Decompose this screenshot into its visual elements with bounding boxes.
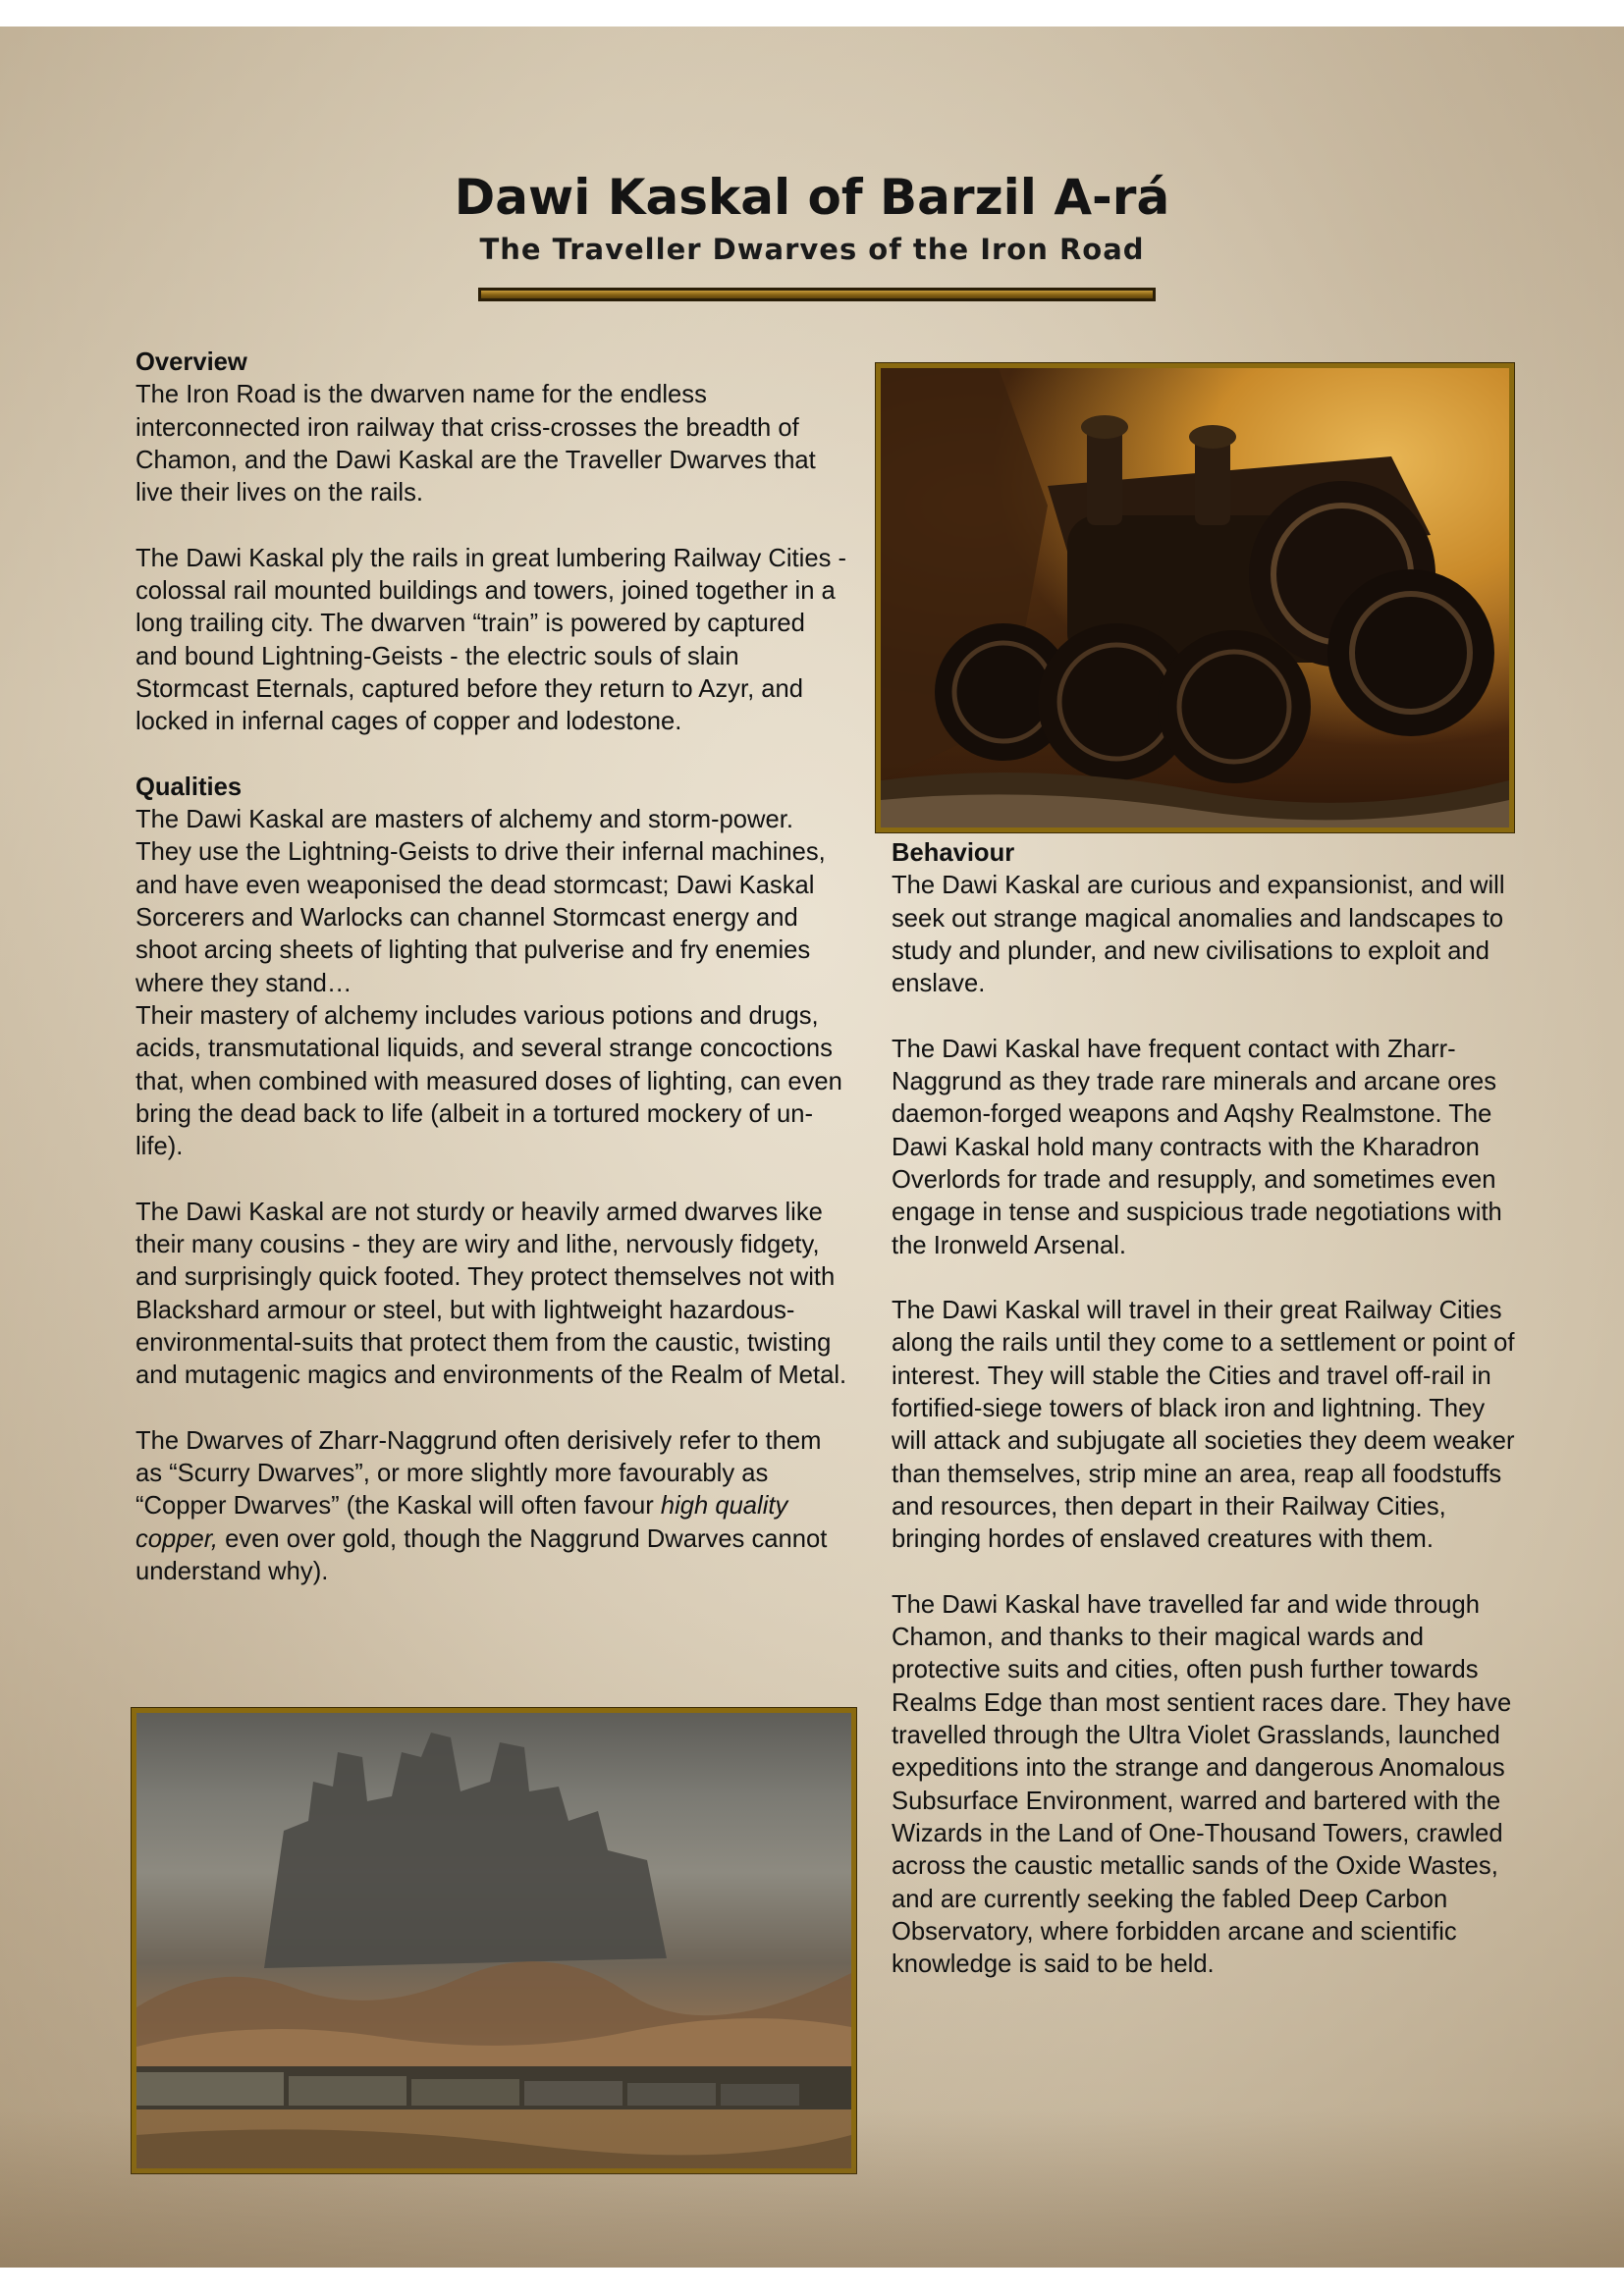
qualities-paragraph-2: Their mastery of alchemy includes various potions and drugs, acids, transmutational liquids, and several strange concoctions that, when combined with measured doses of lighting, can even bring the dead back to life (albeit in a tortured mockery of un-life). xyxy=(135,1001,842,1161)
overview-paragraph-1: The Iron Road is the dwarven name for the endless interconnected iron railway that criss-crosses the breadth of Chamon, and the Dawi Kaskal are the Traveller Dwarves that live their lives on the rails. xyxy=(135,381,816,507)
overview-paragraph-2: The Dawi Kaskal ply the rails in great lumbering Railway Cities - colossal rail mounted buildings and towers, joined together in a long trailing city. The dwarven “train” is powered by captured and bound Lightning-Geists - the electric souls of slain Stormcast Eternals, captured before they return to Azyr, and locked in infernal cages of copper and lodestone. xyxy=(135,544,847,736)
right-column xyxy=(892,837,1520,1981)
qualities-p4-start: The Dwarves of Zharr-Naggrund often derisively refer to them as “Scurry Dwarves”, or more slightly more favourably as “Copper Dwarves” (the Kaskal will often favour xyxy=(135,1426,822,1521)
page-title: Dawi Kaskal of Barzil A-rá xyxy=(454,169,1170,226)
page-subtitle: The Traveller Dwarves of the Iron Road xyxy=(479,233,1145,266)
title-divider xyxy=(478,288,1156,301)
behaviour-paragraph-2: The Dawi Kaskal have frequent contact with Zharr-Naggrund as they trade rare minerals and arcane ores daemon-forged weapons and Aqshy Realmstone. The Dawi Kaskal hold many contracts with the Kharadron Overlords for trade and resupply, and sometimes even engage in tense and suspicious trade negotiations with the Ironweld Arsenal. xyxy=(892,1035,1502,1259)
iron-train-illustration xyxy=(876,363,1514,832)
qualities-paragraph-1: The Dawi Kaskal are masters of alchemy and storm-power. They use the Lightning-Geists to drive their infernal machines, and have even weaponised the dead stormcast; Dawi Kaskal Sorcerers and Warlocks can channel Stormcast energy and shoot arcing sheets of lighting that pulverise and fry enemies where they stand… xyxy=(135,806,826,997)
qualities-paragraph-4 xyxy=(135,1425,847,1588)
train-artwork xyxy=(881,368,1509,828)
behaviour-heading: Behaviour xyxy=(892,839,1015,867)
behaviour-paragraph-3: The Dawi Kaskal will travel in their great Railway Cities along the rails until they come to a settlement or point of interest. They will stable the Cities and travel off-rail in fortified-siege towers of black iron and lightning. They will attack and subjugate all societies they deem weaker than themselves, strip mine an area, reap all foodstuffs and resources, then depart in their Railway Cities, bringing hordes of enslaved creatures with them. xyxy=(892,1297,1515,1554)
city-artwork xyxy=(136,1713,851,2168)
qualities-paragraph-3: The Dawi Kaskal are not sturdy or heavily armed dwarves like their many cousins - they are wiry and lithe, nervously fidgety, and surprisingly quick footed. They protect themselves not with Blackshard armour or steel, but with lightweight hazardous-environmental-suits that protect them from the caustic, twisting and mutagenic magics and environments of the Realm of Metal. xyxy=(135,1198,847,1390)
overview-heading: Overview xyxy=(135,348,247,376)
left-column xyxy=(135,347,847,1588)
behaviour-paragraph-1: The Dawi Kaskal are curious and expansionist, and will seek out strange magical anomalies and landscapes to study and plunder, and new civilisations to exploit and enslave. xyxy=(892,872,1505,998)
railway-city-illustration xyxy=(132,1708,856,2173)
qualities-p4-end: even over gold, though the Naggrund Dwarves cannot understand why). xyxy=(135,1524,828,1585)
qualities-heading: Qualities xyxy=(135,773,243,801)
qualities-p4-emphasis: high quality copper, xyxy=(135,1492,788,1553)
parchment-page xyxy=(0,27,1624,2268)
behaviour-paragraph-4: The Dawi Kaskal have travelled far and wide through Chamon, and thanks to their magical wards and protective suits and cities, often push further towards Realms Edge than most sentient races dare. They have travelled through the Ultra Violet Grasslands, launched expeditions into the strange and dangerous Anomalous Subsurface Environment, warred and bartered with the Wizards in the Land of One-Thousand Towers, crawled across the caustic metallic sands of the Oxide Wastes, and are currently seeking the fabled Deep Carbon Observatory, where forbidden arcane and scientific knowledge is said to be held. xyxy=(892,1590,1512,1979)
